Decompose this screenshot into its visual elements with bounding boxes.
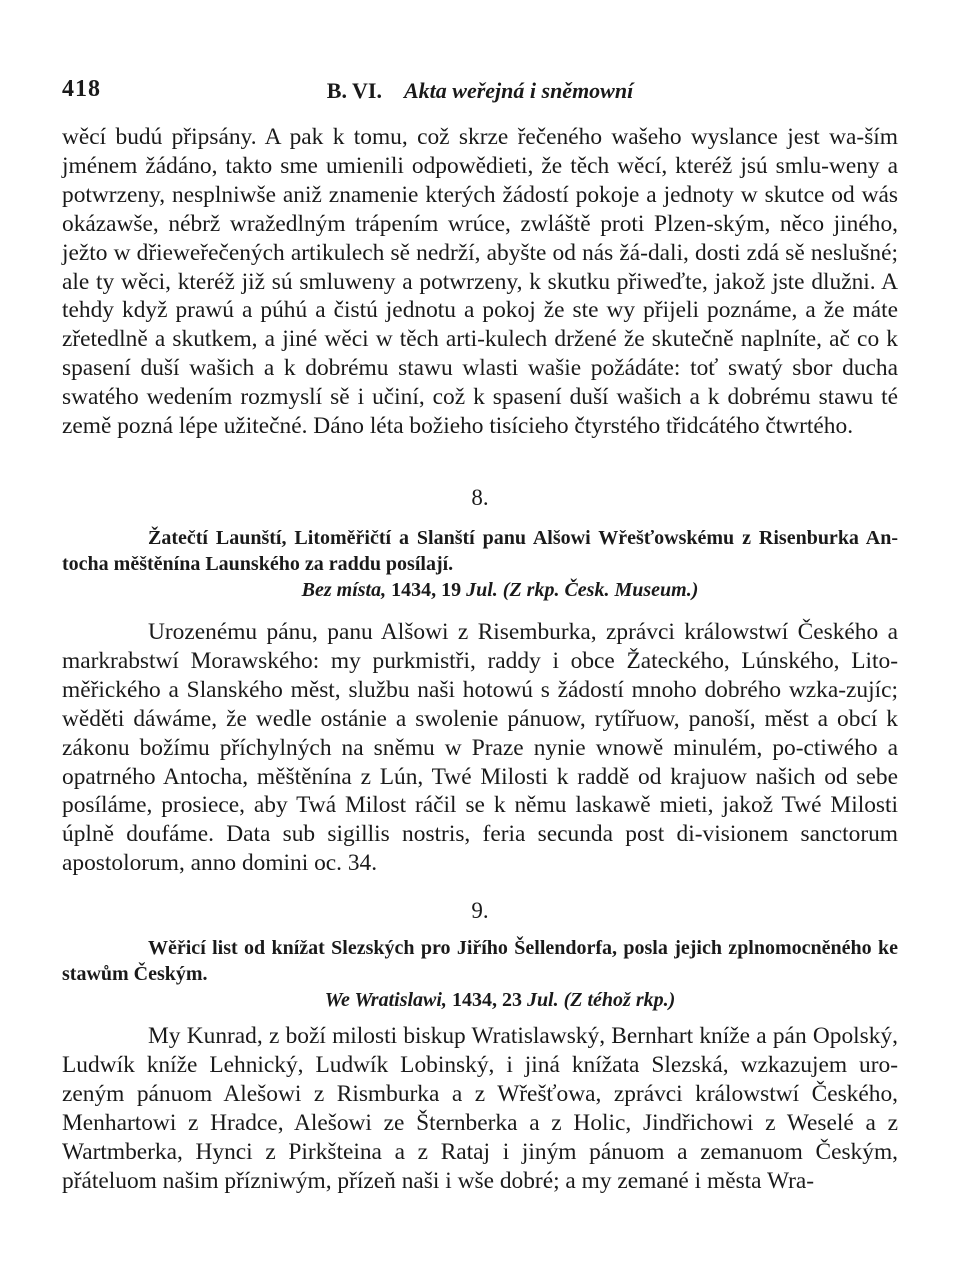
continuation-paragraph: wěcí budú připsány. A pak k tomu, což skrze řečeného wašeho wyslance jest wa-ším jménem žádáno, takto sme umienili odpowědieti, že těch wěcí, kteréž jsú smlu-weny a potwrzeny, nesplniwše aniž znamenie kterých žádostí pokoje a jednoty w skutce od wás okázawše, nébrž wražedlným trápením wrúce, zwláště proti Plzen-ským, něco jiného, ježto w dřieweřečených artikulech sě nedrží, abyšte od nás žá-dali, dosti zdá sě neslušné; ale ty wěci, kteréž již sú smluweny a potwrzeny, k skutku přiweďte, jakož jste dlužni. A tehdy když prawú a púhú a čistú jednotu a pokoj že ste wy přijeli poznáme, a že máte zřetedlně a skutkem, a jiné wěci w těch arti-kulech držené že skutečně naplníte, ač co k spasení duší wašich a k dobrému stawu wlasti wašie požádáte: toť swatý sbor ducha swatého wedením rozmyslí sě i učiní, což k spasení duší wašich a k dobrému stawu té země pozná lépe užitečné. Dáno léta božieho tisícieho čtyrstého třidcátého čtwrtého. bbox=[62, 124, 898, 440]
document-paragraph: My Kunrad, z boží milosti biskup Wratislawský, Bernhart kníže a pán Opolský, Ludwík kníže Lehnický, Ludwík Lobinský, i jiná knížata Slezská, wzkazujem uro-zeným pánuom Alešowi z Rismburka a z Wřešťowa, zprávci králowstwí Českého, Menhartowi z Hradce, Alešowi ze Šternberka a z Holic, Jindřichowi z Weselé a z Wartmberka, Hynci z Pirkšteina a z Rataj i jiným pánuom a zemanuom Českým, přáteluom našim přízniwým, přízeň naši i wše dobré; a my zemané i města Wra- bbox=[62, 1023, 898, 1194]
document-heading: Wěřicí list od knížat Slezských pro Jiřího Šellendorfa, posla jejich zplnomocněného ke stawům Českým. bbox=[62, 937, 898, 985]
source-date: 1434, 19 bbox=[391, 579, 462, 601]
document-number: 8. bbox=[471, 485, 489, 510]
running-head bbox=[62, 78, 898, 104]
document-source bbox=[62, 987, 898, 1013]
document-heading: Žatečtí Launští, Litoměřičtí a Slanští panu Alšowi Wřešťowskému z Risenburka An-tocha měštěnína Launského za raddu posílají. bbox=[62, 527, 898, 575]
document-heading-block bbox=[62, 525, 898, 603]
document-source bbox=[62, 577, 898, 603]
section-label: B. VI. bbox=[326, 78, 382, 103]
source-place: We Wratislawi, bbox=[324, 989, 447, 1011]
source-reference: (Z téhož rkp.) bbox=[563, 989, 676, 1011]
document-number: 9. bbox=[471, 898, 489, 923]
page-header bbox=[62, 76, 898, 106]
running-title: Akta weřejná i sněmowní bbox=[404, 78, 634, 103]
source-date: 1434, 23 bbox=[451, 989, 522, 1011]
continuation-block bbox=[62, 123, 898, 441]
source-month: Jul. bbox=[466, 579, 498, 601]
document-body bbox=[62, 618, 898, 878]
source-place: Bez místa, bbox=[301, 579, 387, 601]
document-body bbox=[62, 1022, 898, 1195]
document-paragraph: Urozenému pánu, panu Alšowi z Risemburka, zprávci králowstwí Českého a markrabstwí Morawského: my purkmistři, raddy i obce Žateckého, Lúnského, Lito-měřického a Slanského měst, službu naši hotowú s žádostí mnoho dobrého wzka-zujíc; wěděti dáwáme, že wedle ostánie a swolenie pánuow, rytířuow, panoší, měst a obcí k zákonu božímu příchylných na sněmu w Praze nynie wnowě minulém, po-ctiwého a opatrného Antocha, měštěnína z Lún, Twé Milosti k raddě od krajuow našich od sebe posíláme, prosiece, aby Twá Milost ráčil se k němu laskawě mieti, jakož Twé Milosti úplně doufáme. Data sub sigillis nostris, feria secunda post di-visionem sanctorum apostolorum, anno domini oc. 34. bbox=[62, 619, 898, 877]
source-reference: (Z rkp. Česk. Museum.) bbox=[502, 579, 699, 601]
source-month: Jul. bbox=[526, 989, 559, 1011]
document-heading-block bbox=[62, 935, 898, 1013]
page-number: 418 bbox=[62, 76, 101, 102]
